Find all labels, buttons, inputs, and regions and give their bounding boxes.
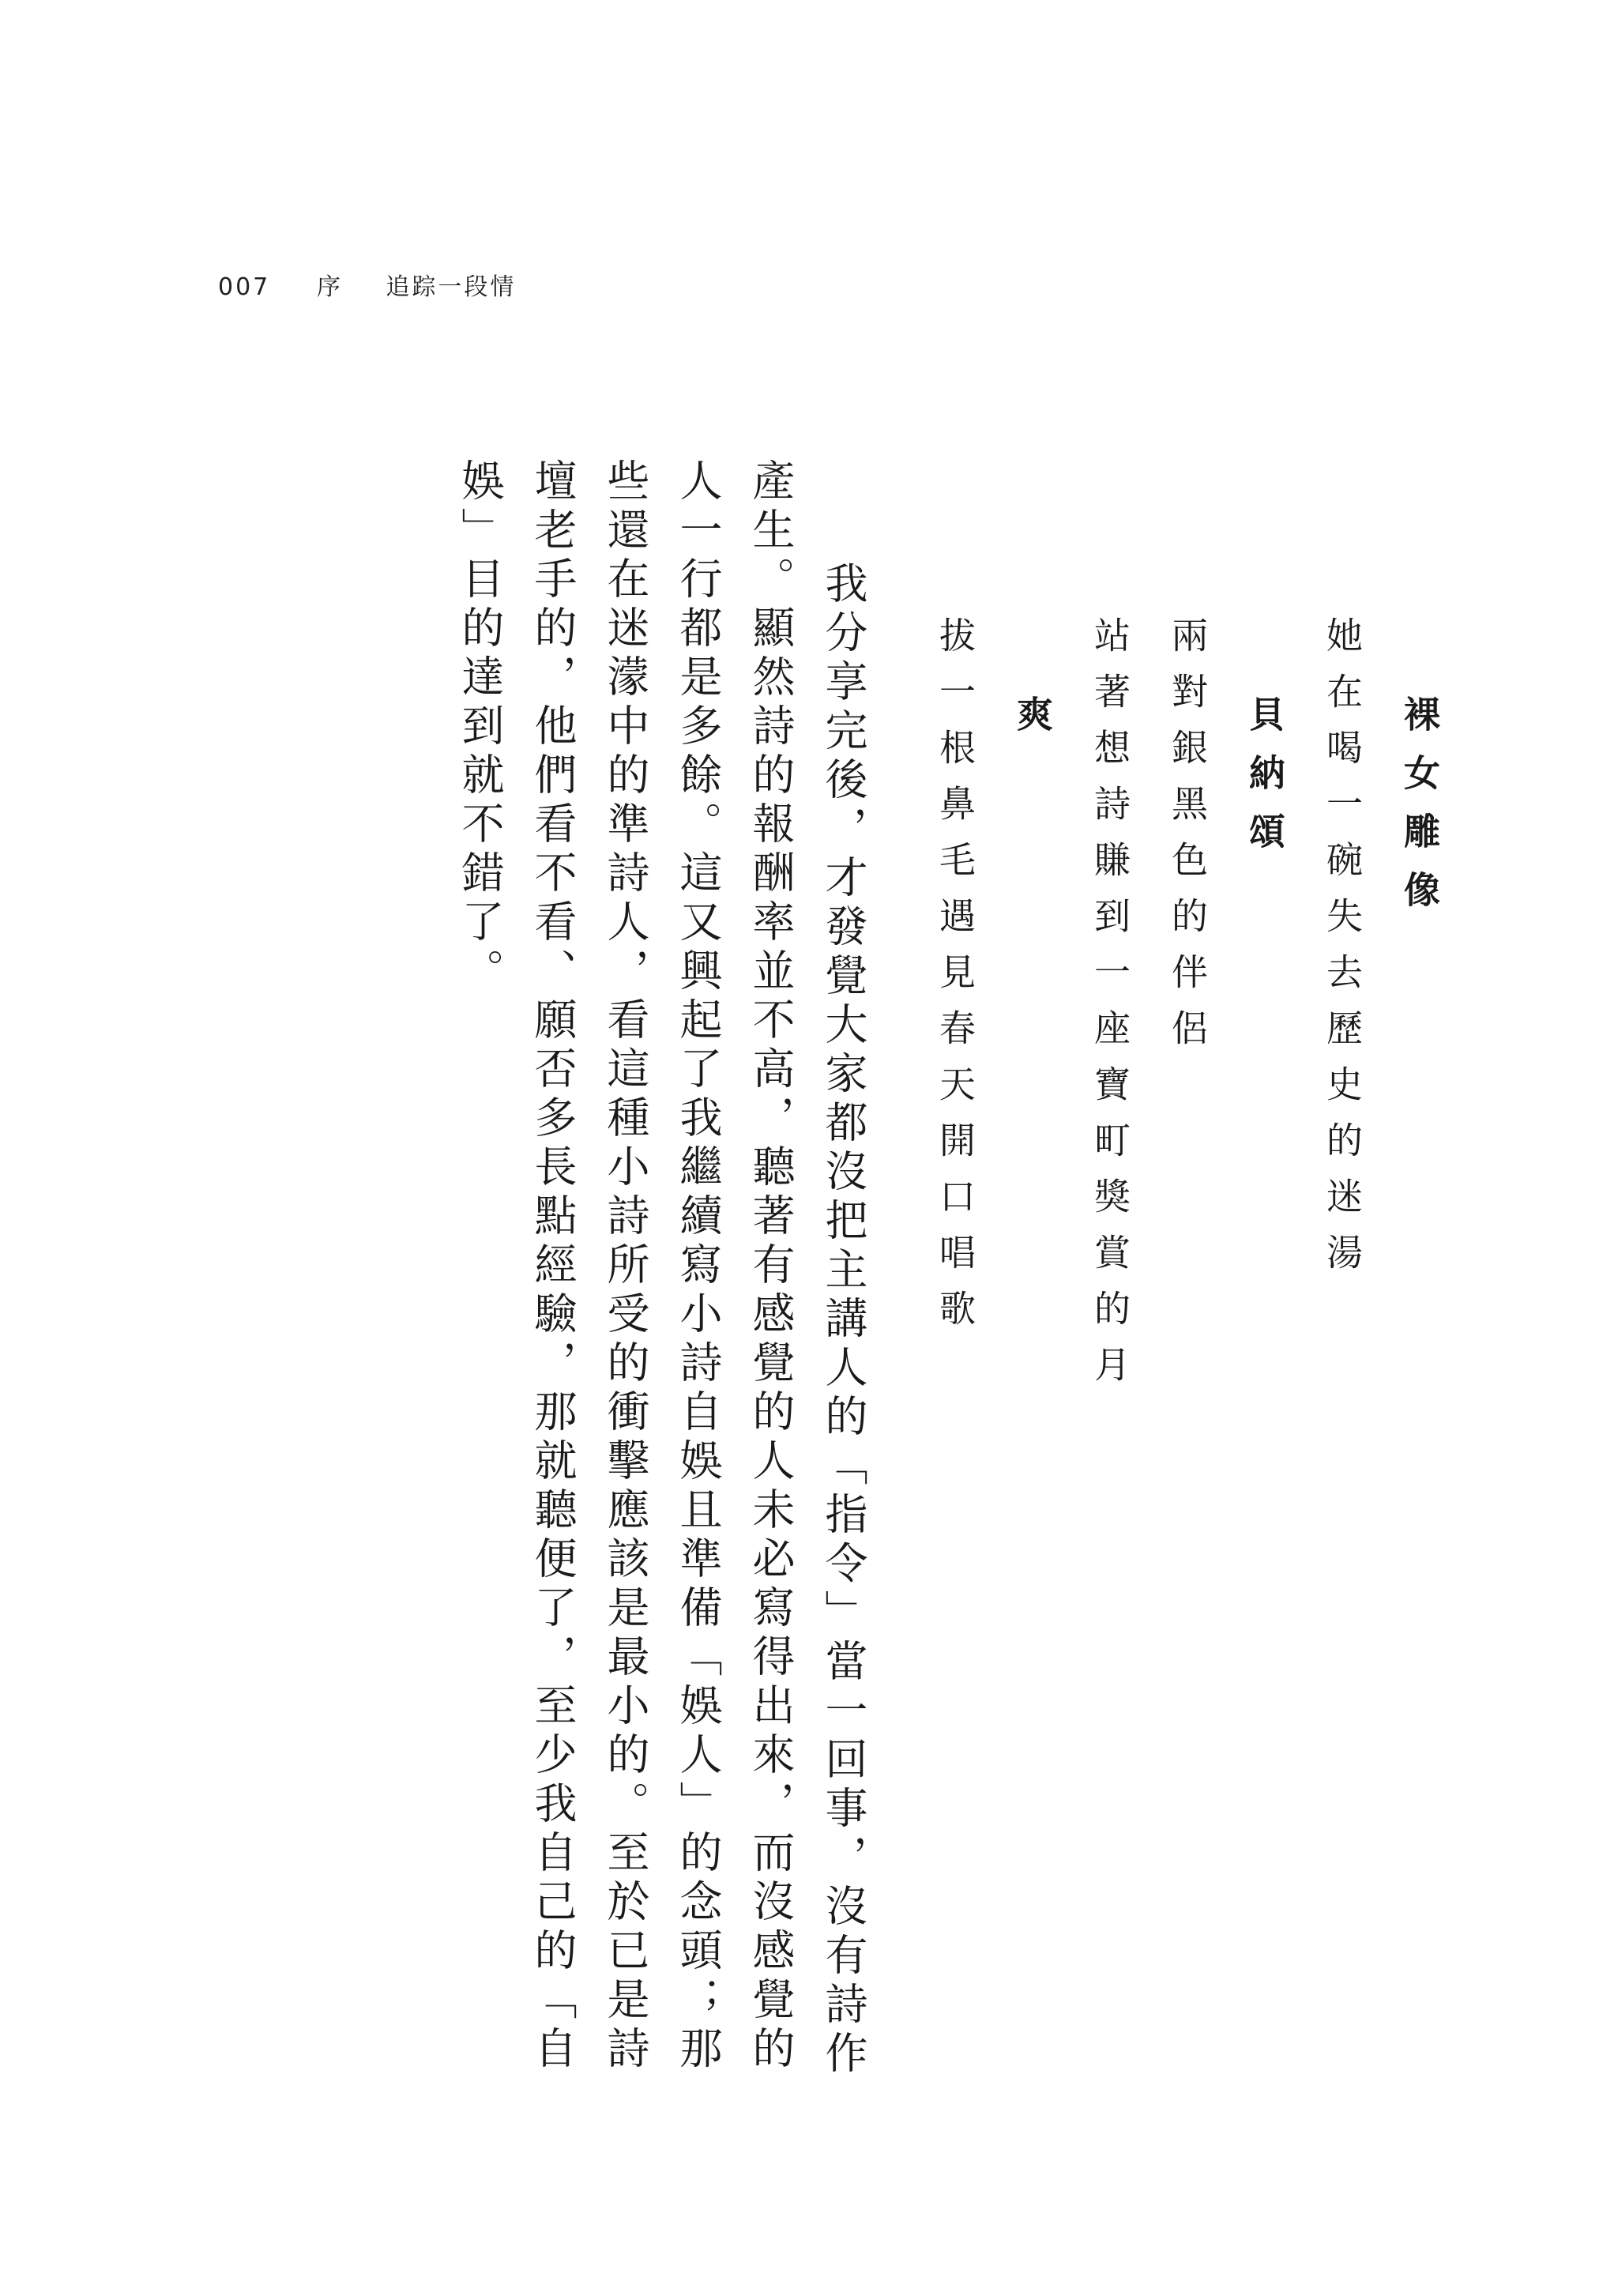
vertical-text-body — [190, 458, 1441, 2080]
poem-line: 她在喝一碗失去歷史的迷湯 — [1321, 616, 1364, 1289]
section-title: 追踪一段情 — [386, 273, 517, 301]
prose-column: 些還在迷濛中的準詩人，看這種小詩所受的衝擊應該是最小的。至於已是詩 — [600, 458, 650, 2075]
poem-line: 兩對銀黑色的伴侶 — [1166, 616, 1209, 1065]
poem-line: 拔一根鼻毛遇見春天開口唱歌 — [934, 616, 976, 1346]
poem-title: 裸女雕像 — [1398, 695, 1441, 929]
prose-column: 壇老手的，他們看不看、願否多長點經驗，那就聽便了，至少我自己的「自 — [528, 458, 578, 2075]
prose-column: 產生。顯然詩的報酬率並不高，聽著有感覺的人未必寫得出來，而沒感覺的 — [746, 458, 796, 2075]
poem-line: 站著想詩賺到一座寶町獎賞的月 — [1089, 616, 1131, 1402]
prose-column: 人一行都是多餘。這又興起了我繼續寫小詩自娛且準備「娛人」的念頭；那 — [673, 458, 723, 2075]
section-label: 序 — [316, 273, 343, 301]
poem-title: 貝納頌 — [1244, 695, 1286, 871]
poem-title: 爽 — [1011, 695, 1054, 754]
page-number: 007 — [218, 273, 271, 301]
prose-column: 娛」目的達到就不錯了。 — [455, 458, 505, 997]
running-header — [218, 267, 516, 302]
prose-column: 我分享完後，才發覺大家都沒把主講人的「指令」當一回事，沒有詩作 — [818, 561, 868, 2080]
